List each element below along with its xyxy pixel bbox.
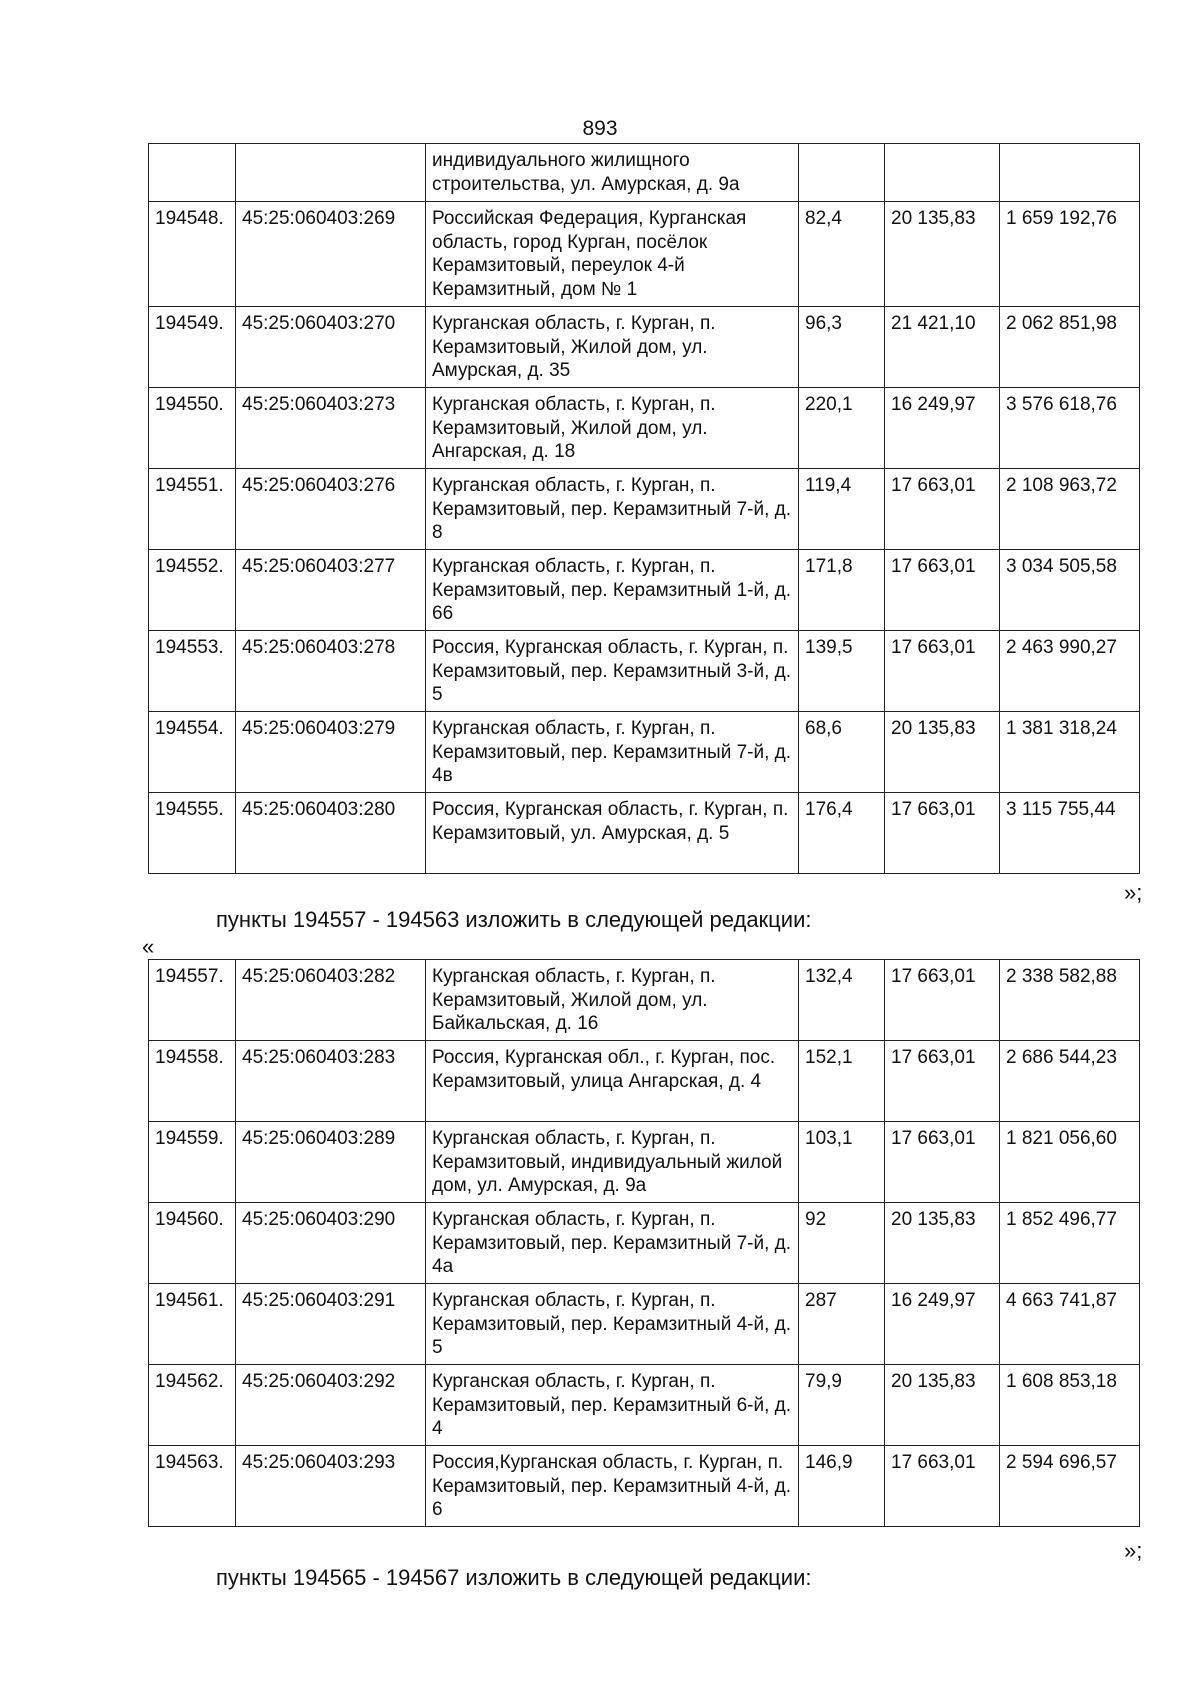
area-cell bbox=[799, 144, 885, 202]
area-cell: 139,5 bbox=[799, 631, 885, 712]
page-number: 893 bbox=[582, 117, 618, 140]
row-number-cell: 194552. bbox=[149, 550, 236, 631]
rate-cell: 20 135,83 bbox=[885, 202, 1000, 307]
rate-cell: 17 663,01 bbox=[885, 469, 1000, 550]
amendment-instruction: пункты 194565 - 194567 изложить в следующей редакции: bbox=[216, 1565, 812, 1590]
address-cell: Курганская область, г. Курган, п. Керамзитовый, Жилой дом, ул. Ангарская, д. 18 bbox=[426, 388, 799, 469]
opening-quote: « bbox=[142, 934, 155, 959]
table-row bbox=[149, 1122, 1140, 1203]
cadastral-number-cell: 45:25:060403:276 bbox=[236, 469, 426, 550]
registry-table-amended bbox=[148, 959, 1140, 1527]
rate-cell: 16 249,97 bbox=[885, 388, 1000, 469]
table-row bbox=[149, 144, 1140, 202]
table-row bbox=[149, 1365, 1140, 1446]
row-number-cell: 194563. bbox=[149, 1446, 236, 1527]
rate-cell: 17 663,01 bbox=[885, 1122, 1000, 1203]
cadastral-number-cell: 45:25:060403:289 bbox=[236, 1122, 426, 1203]
rate-cell: 21 421,10 bbox=[885, 307, 1000, 388]
address-cell: Курганская область, г. Курган, п. Керамзитовый, пер. Керамзитный 7-й, д. 4в bbox=[426, 712, 799, 793]
closing-quote: »; bbox=[1124, 880, 1143, 905]
rate-cell: 17 663,01 bbox=[885, 1041, 1000, 1122]
area-cell: 287 bbox=[799, 1284, 885, 1365]
address-cell: Российская Федерация, Курганская область, город Курган, посёлок Керамзитовый, переулок 4-й Керамзитный, дом № 1 bbox=[426, 202, 799, 307]
area-cell: 92 bbox=[799, 1203, 885, 1284]
registry-table-top bbox=[148, 143, 1140, 874]
closing-quote: »; bbox=[1124, 1538, 1143, 1563]
rate-cell bbox=[885, 144, 1000, 202]
area-cell: 152,1 bbox=[799, 1041, 885, 1122]
cadastral-number-cell: 45:25:060403:269 bbox=[236, 202, 426, 307]
rate-cell: 20 135,83 bbox=[885, 1365, 1000, 1446]
cadastral-value-cell: 1 608 853,18 bbox=[1000, 1365, 1140, 1446]
row-number-cell: 194549. bbox=[149, 307, 236, 388]
address-cell: Курганская область, г. Курган, п. Керамзитовый, индивидуальный жилой дом, ул. Амурская, д. 9а bbox=[426, 1122, 799, 1203]
cadastral-value-cell: 2 463 990,27 bbox=[1000, 631, 1140, 712]
rate-cell: 17 663,01 bbox=[885, 631, 1000, 712]
cadastral-number-cell: 45:25:060403:279 bbox=[236, 712, 426, 793]
cadastral-value-cell: 1 659 192,76 bbox=[1000, 202, 1140, 307]
area-cell: 68,6 bbox=[799, 712, 885, 793]
rate-cell: 17 663,01 bbox=[885, 1446, 1000, 1527]
cadastral-value-cell: 4 663 741,87 bbox=[1000, 1284, 1140, 1365]
cadastral-value-cell: 3 576 618,76 bbox=[1000, 388, 1140, 469]
cadastral-value-cell: 1 852 496,77 bbox=[1000, 1203, 1140, 1284]
address-cell: Курганская область, г. Курган, п. Керамзитовый, Жилой дом, ул. Амурская, д. 35 bbox=[426, 307, 799, 388]
area-cell: 79,9 bbox=[799, 1365, 885, 1446]
cadastral-number-cell: 45:25:060403:280 bbox=[236, 793, 426, 874]
rate-cell: 17 663,01 bbox=[885, 793, 1000, 874]
area-cell: 176,4 bbox=[799, 793, 885, 874]
area-cell: 146,9 bbox=[799, 1446, 885, 1527]
row-number-cell: 194562. bbox=[149, 1365, 236, 1446]
address-cell: Курганская область, г. Курган, п. Керамзитовый, Жилой дом, ул. Байкальская, д. 16 bbox=[426, 960, 799, 1041]
table-row bbox=[149, 550, 1140, 631]
address-cell: Курганская область, г. Курган, п. Керамзитовый, пер. Керамзитный 7-й, д. 8 bbox=[426, 469, 799, 550]
table-row bbox=[149, 1041, 1140, 1122]
table-row bbox=[149, 712, 1140, 793]
cadastral-number-cell: 45:25:060403:277 bbox=[236, 550, 426, 631]
cadastral-value-cell: 2 686 544,23 bbox=[1000, 1041, 1140, 1122]
rate-cell: 17 663,01 bbox=[885, 550, 1000, 631]
row-number-cell: 194560. bbox=[149, 1203, 236, 1284]
address-cell: Курганская область, г. Курган, п. Керамзитовый, пер. Керамзитный 7-й, д. 4а bbox=[426, 1203, 799, 1284]
table-row bbox=[149, 307, 1140, 388]
amendment-instruction: пункты 194557 - 194563 изложить в следующей редакции: bbox=[216, 907, 812, 932]
cadastral-value-cell: 3 034 505,58 bbox=[1000, 550, 1140, 631]
row-number-cell: 194554. bbox=[149, 712, 236, 793]
area-cell: 82,4 bbox=[799, 202, 885, 307]
table-row bbox=[149, 1446, 1140, 1527]
row-number-cell: 194558. bbox=[149, 1041, 236, 1122]
area-cell: 96,3 bbox=[799, 307, 885, 388]
address-cell: Россия, Курганская область, г. Курган, п. Керамзитовый, ул. Амурская, д. 5 bbox=[426, 793, 799, 874]
row-number-cell: 194548. bbox=[149, 202, 236, 307]
row-number-cell bbox=[149, 144, 236, 202]
cadastral-number-cell: 45:25:060403:292 bbox=[236, 1365, 426, 1446]
cadastral-value-cell: 2 062 851,98 bbox=[1000, 307, 1140, 388]
address-cell: Россия, Курганская область, г. Курган, п. Керамзитовый, пер. Керамзитный 3-й, д. 5 bbox=[426, 631, 799, 712]
table-row bbox=[149, 1284, 1140, 1365]
cadastral-value-cell: 3 115 755,44 bbox=[1000, 793, 1140, 874]
area-cell: 132,4 bbox=[799, 960, 885, 1041]
row-number-cell: 194551. bbox=[149, 469, 236, 550]
row-number-cell: 194561. bbox=[149, 1284, 236, 1365]
address-cell: Курганская область, г. Курган, п. Керамзитовый, пер. Керамзитный 4-й, д. 5 bbox=[426, 1284, 799, 1365]
cadastral-value-cell: 1 381 318,24 bbox=[1000, 712, 1140, 793]
cadastral-number-cell: 45:25:060403:291 bbox=[236, 1284, 426, 1365]
cadastral-number-cell: 45:25:060403:290 bbox=[236, 1203, 426, 1284]
cadastral-value-cell: 2 108 963,72 bbox=[1000, 469, 1140, 550]
table-row bbox=[149, 793, 1140, 874]
table-row bbox=[149, 469, 1140, 550]
table-row bbox=[149, 631, 1140, 712]
cadastral-value-cell: 2 594 696,57 bbox=[1000, 1446, 1140, 1527]
cadastral-value-cell: 1 821 056,60 bbox=[1000, 1122, 1140, 1203]
row-number-cell: 194553. bbox=[149, 631, 236, 712]
table-row bbox=[149, 202, 1140, 307]
rate-cell: 20 135,83 bbox=[885, 1203, 1000, 1284]
address-cell: Курганская область, г. Курган, п. Керамзитовый, пер. Керамзитный 1-й, д. 66 bbox=[426, 550, 799, 631]
cadastral-number-cell: 45:25:060403:282 bbox=[236, 960, 426, 1041]
rate-cell: 20 135,83 bbox=[885, 712, 1000, 793]
cadastral-number-cell bbox=[236, 144, 426, 202]
address-cell: индивидуального жилищного строительства, ул. Амурская, д. 9а bbox=[426, 144, 799, 202]
cadastral-number-cell: 45:25:060403:283 bbox=[236, 1041, 426, 1122]
address-cell: Россия, Курганская обл., г. Курган, пос. Керамзитовый, улица Ангарская, д. 4 bbox=[426, 1041, 799, 1122]
cadastral-number-cell: 45:25:060403:293 bbox=[236, 1446, 426, 1527]
cadastral-number-cell: 45:25:060403:273 bbox=[236, 388, 426, 469]
address-cell: Россия,Курганская область, г. Курган, п. Керамзитовый, пер. Керамзитный 4-й, д. 6 bbox=[426, 1446, 799, 1527]
area-cell: 103,1 bbox=[799, 1122, 885, 1203]
area-cell: 119,4 bbox=[799, 469, 885, 550]
cadastral-number-cell: 45:25:060403:270 bbox=[236, 307, 426, 388]
table-row bbox=[149, 1203, 1140, 1284]
address-cell: Курганская область, г. Курган, п. Керамзитовый, пер. Керамзитный 6-й, д. 4 bbox=[426, 1365, 799, 1446]
table-row bbox=[149, 960, 1140, 1041]
row-number-cell: 194555. bbox=[149, 793, 236, 874]
cadastral-number-cell: 45:25:060403:278 bbox=[236, 631, 426, 712]
area-cell: 171,8 bbox=[799, 550, 885, 631]
row-number-cell: 194559. bbox=[149, 1122, 236, 1203]
row-number-cell: 194550. bbox=[149, 388, 236, 469]
rate-cell: 17 663,01 bbox=[885, 960, 1000, 1041]
cadastral-value-cell bbox=[1000, 144, 1140, 202]
table-row bbox=[149, 388, 1140, 469]
cadastral-value-cell: 2 338 582,88 bbox=[1000, 960, 1140, 1041]
area-cell: 220,1 bbox=[799, 388, 885, 469]
row-number-cell: 194557. bbox=[149, 960, 236, 1041]
rate-cell: 16 249,97 bbox=[885, 1284, 1000, 1365]
